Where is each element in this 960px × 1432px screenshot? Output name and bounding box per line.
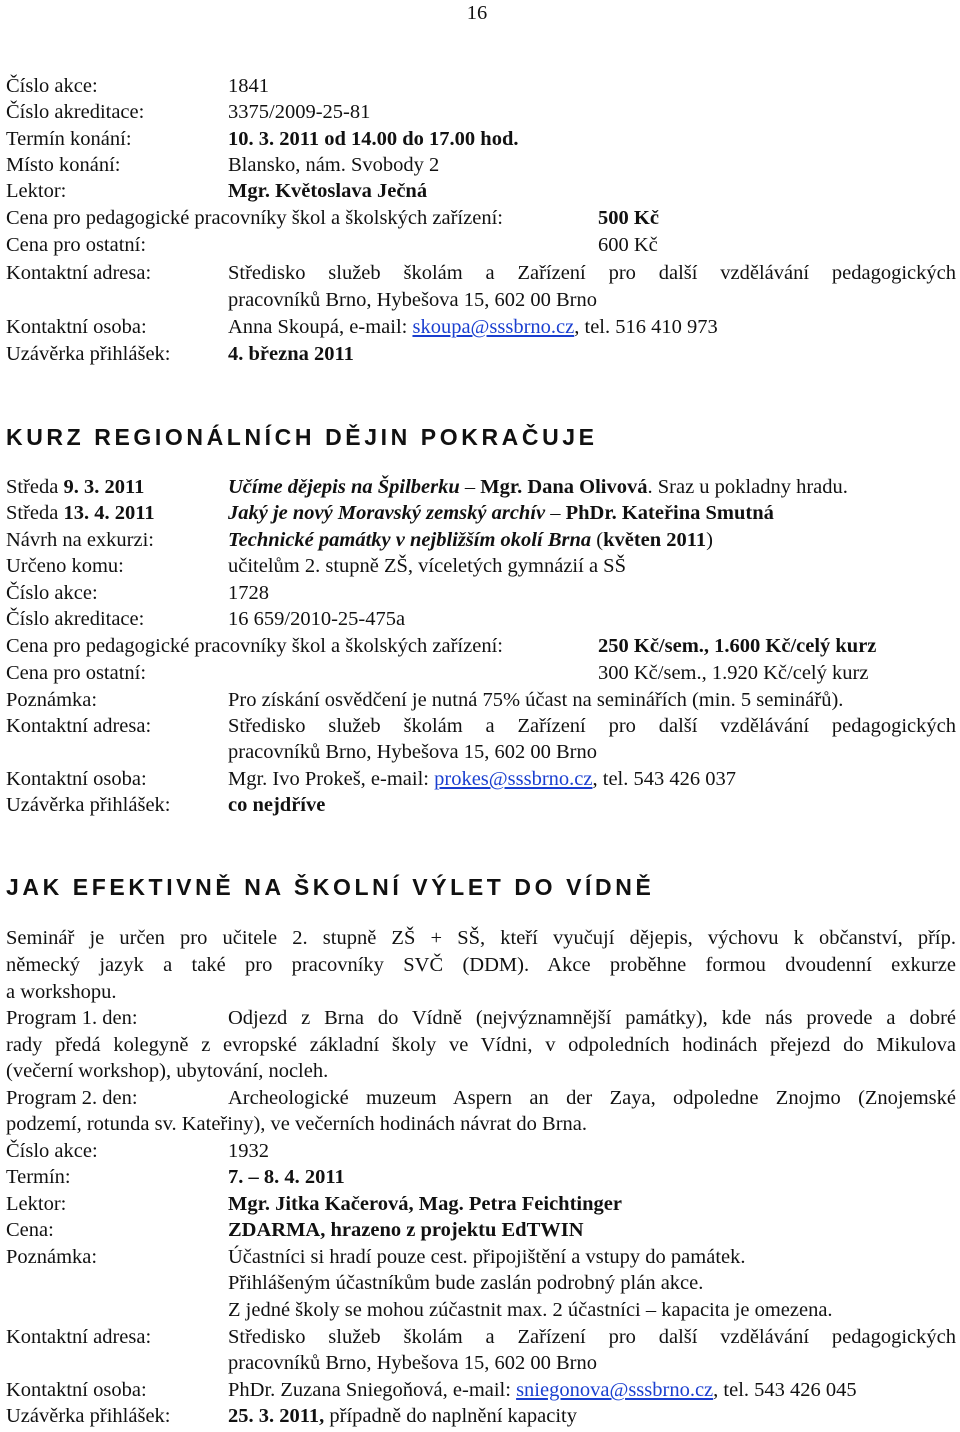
value: Odjezd z Brna do Vídně (nejvýznamnější památky), kde nás provede a dobré	[228, 1007, 956, 1029]
session-title: Jaký je nový Moravský zemský archív	[228, 502, 546, 524]
value: 4. března 2011	[228, 343, 354, 365]
label: Termín konání:	[6, 128, 132, 150]
session-note: . Sraz u pokladny hradu.	[647, 476, 848, 498]
value: co nejdříve	[228, 794, 326, 816]
s3-program-1-row-2: rady předá kolegyně z evropské základní školy ve Vídni, v odpoledních hodinách přejezd do Mikulova	[6, 1034, 956, 1056]
value: 1841	[228, 75, 269, 97]
label: Kontaktní adresa:	[6, 1326, 152, 1348]
label: Termín:	[6, 1166, 71, 1188]
value: 1932	[228, 1140, 269, 1162]
label: Číslo akreditace:	[6, 608, 145, 630]
label: Číslo akce:	[6, 75, 98, 97]
value: pracovníků Brno, Hybešova 15, 602 00 Brno	[228, 289, 597, 311]
contact-name: Mgr. Ivo Prokeš, e-mail:	[228, 768, 435, 790]
label: Lektor:	[6, 1193, 67, 1215]
value: 500 Kč	[598, 207, 659, 229]
value: Přihlášeným účastníkům bude zaslán podrobný plán akce.	[228, 1272, 704, 1294]
value: Blansko, nám. Svobody 2	[228, 154, 440, 176]
phone: , tel. 516 410 973	[574, 316, 718, 338]
session-title: Učíme dějepis na Špilberku	[228, 476, 460, 498]
s3-intro-line-2: německý jazyk a také pro pracovníky SVČ (DDM). Akce proběhne formou dvoudenní exkurze	[6, 954, 956, 976]
label: Cena pro ostatní:	[6, 234, 147, 256]
excursion-title: Technické památky v nejbližším okolí Brna	[228, 529, 592, 551]
value	[228, 766, 736, 792]
value: Technické památky v nejbližším okolí Brna (květen 2011)	[228, 529, 713, 551]
label: Číslo akreditace:	[6, 101, 145, 123]
label: Cena pro pedagogické pracovníky škol a školských zařízení:	[6, 635, 503, 657]
value: 25. 3. 2011, případně do naplnění kapacity	[228, 1405, 577, 1427]
value: 7. – 8. 4. 2011	[228, 1166, 345, 1188]
value: pracovníků Brno, Hybešova 15, 602 00 Brno	[228, 741, 597, 763]
value: Mgr. Květoslava Ječná	[228, 180, 428, 202]
session-lecturer: Mgr. Dana Olivová	[480, 476, 648, 498]
s2-adresa-row	[6, 713, 956, 739]
value: 3375/2009-25-81	[228, 101, 371, 123]
value: učitelům 2. stupně ZŠ, víceletých gymnázií a SŠ	[228, 555, 626, 577]
excursion-date: květen 2011	[603, 529, 707, 551]
label: Kontaktní adresa:	[6, 715, 152, 737]
label: Uzávěrka přihlášek:	[6, 343, 171, 365]
value: 16 659/2010-25-475a	[228, 608, 406, 630]
value: 1728	[228, 582, 269, 604]
phone: , tel. 543 426 045	[713, 1379, 857, 1401]
value: Mgr. Jitka Kačerová, Mag. Petra Feichtinger	[228, 1193, 622, 1215]
section-heading-vylet: JAK EFEKTIVNĚ NA ŠKOLNÍ VÝLET DO VÍDNĚ	[6, 874, 655, 900]
value: Středisko služeb školám a Zařízení pro další vzdělávání pedagogických	[228, 262, 956, 284]
section-heading-kurz: KURZ REGIONÁLNÍCH DĚJIN POKRAČUJE	[6, 424, 598, 450]
session-date: 13. 4. 2011	[63, 502, 155, 524]
label: Uzávěrka přihlášek:	[6, 1405, 171, 1427]
label: Uzávěrka přihlášek:	[6, 794, 171, 816]
s3-program-1-row	[6, 1005, 956, 1031]
session-day: Středa 9. 3. 2011	[6, 476, 145, 498]
label: Určeno komu:	[6, 555, 124, 577]
s3-program-2-row	[6, 1085, 956, 1111]
value: pracovníků Brno, Hybešova 15, 602 00 Brno	[228, 1352, 597, 1374]
value: Z jedné školy se mohou zúčastnit max. 2 účastníci – kapacita je omezena.	[228, 1299, 833, 1321]
label: Cena pro pedagogické pracovníky škol a školských zařízení:	[6, 207, 503, 229]
email-link[interactable]: prokes@sssbrno.cz	[434, 768, 593, 790]
label: Cena pro ostatní:	[6, 662, 147, 684]
label: Kontaktní adresa:	[6, 262, 152, 284]
phone: , tel. 543 426 037	[592, 768, 736, 790]
label: Lektor:	[6, 180, 67, 202]
email-link[interactable]: skoupa@sssbrno.cz	[412, 316, 575, 338]
value: 250 Kč/sem., 1.600 Kč/celý kurz	[598, 635, 877, 657]
email-link[interactable]: sniegonova@sssbrno.cz	[516, 1379, 714, 1401]
page-number: 16	[466, 2, 488, 24]
label: Program 2. den:	[6, 1087, 138, 1109]
s3-adresa-row	[6, 1324, 956, 1350]
label: Kontaktní osoba:	[6, 316, 147, 338]
value: ZDARMA, hrazeno z projektu EdTWIN	[228, 1219, 584, 1241]
session-day: Středa 13. 4. 2011	[6, 502, 155, 524]
contact-name: PhDr. Zuzana Sniegoňová, e-mail:	[228, 1379, 517, 1401]
value: Archeologické muzeum Aspern an der Zaya, odpoledne Znojmo (Znojemské	[228, 1087, 956, 1109]
session-info: Učíme dějepis na Špilberku – Mgr. Dana Olivová. Sraz u pokladny hradu.	[228, 476, 848, 498]
session-date: 9. 3. 2011	[63, 476, 145, 498]
s3-intro-line-1: Seminář je určen pro učitele 2. stupně ZŠ + SŠ, kteří vyučují dějepis, výchovu k občanství, příp.	[6, 927, 956, 949]
label: Poznámka:	[6, 689, 98, 711]
label: Cena:	[6, 1219, 54, 1241]
value: 10. 3. 2011 od 14.00 do 17.00 hod.	[228, 128, 519, 150]
value	[228, 314, 718, 340]
session-lecturer: PhDr. Kateřina Smutná	[565, 502, 774, 524]
value: Účastníci si hradí pouze cest. připojištění a vstupy do památek.	[228, 1246, 746, 1268]
label: Poznámka:	[6, 1246, 98, 1268]
label: Kontaktní osoba:	[6, 1379, 147, 1401]
label: Návrh na exkurzi:	[6, 529, 154, 551]
deadline-date: 25. 3. 2011,	[228, 1405, 325, 1427]
s1-adresa-row	[6, 260, 956, 286]
value	[228, 1377, 857, 1403]
label: Kontaktní osoba:	[6, 768, 147, 790]
value: Pro získání osvědčení je nutná 75% účast na seminářích (min. 5 seminářů).	[228, 689, 844, 711]
label: Číslo akce:	[6, 1140, 98, 1162]
label: Místo konání:	[6, 154, 121, 176]
value: Středisko služeb školám a Zařízení pro další vzdělávání pedagogických	[228, 715, 956, 737]
value: 600 Kč	[598, 234, 658, 256]
label: Program 1. den:	[6, 1007, 138, 1029]
value: 300 Kč/sem., 1.920 Kč/celý kurz	[598, 662, 869, 684]
contact-name: Anna Skoupá, e-mail:	[228, 316, 413, 338]
value: Středisko služeb školám a Zařízení pro další vzdělávání pedagogických	[228, 1326, 956, 1348]
label: Číslo akce:	[6, 582, 98, 604]
session-info: Jaký je nový Moravský zemský archív – PhDr. Kateřina Smutná	[228, 502, 774, 524]
